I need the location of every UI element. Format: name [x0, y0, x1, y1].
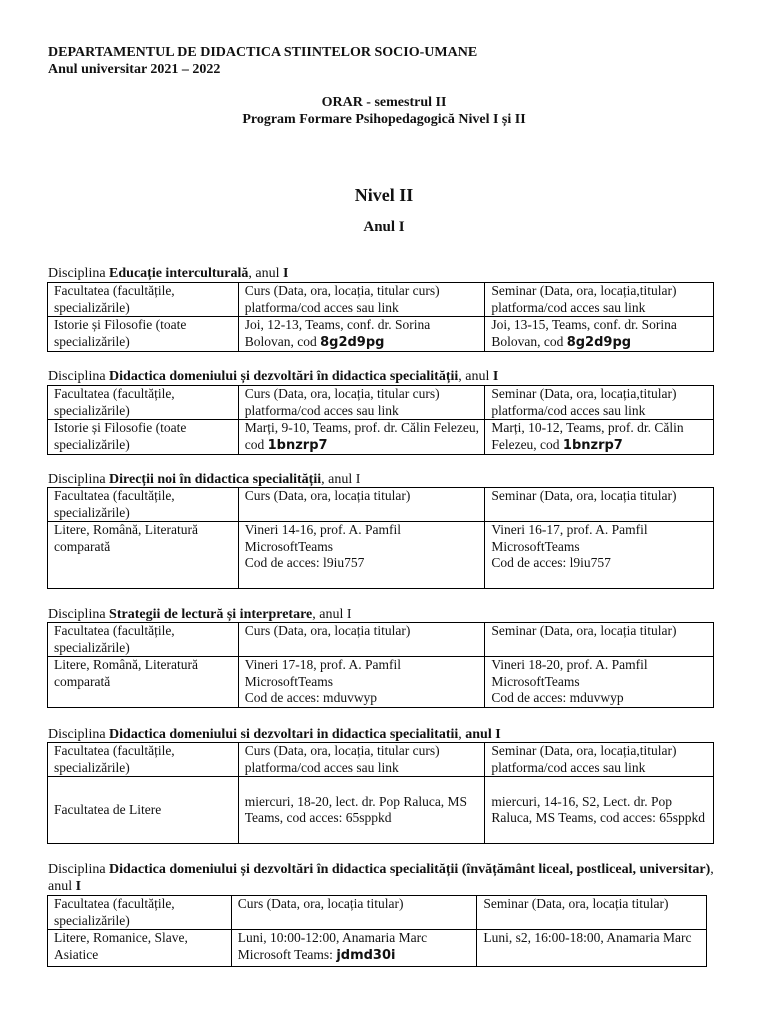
header-seminar: Seminar (Data, ora, locația titular): [485, 623, 714, 657]
course-access-code: Cod de acces: l9iu757: [244, 555, 365, 570]
discipline-heading: [48, 606, 352, 623]
header-seminar: Seminar (Data, ora, locația,titular) platforma/cod acces sau link: [485, 743, 714, 777]
header-course: Curs (Data, ora, locația titular): [231, 896, 477, 930]
level-title: Nivel II: [354, 185, 414, 205]
course-platform: MicrosoftTeams: [244, 673, 334, 689]
course-time: Vineri 14-16, prof. A. Pamfil: [244, 522, 402, 537]
access-code: 8g2d9pg: [320, 334, 385, 350]
cell-course: [238, 522, 485, 589]
seminar-platform: MicrosoftTeams: [491, 673, 580, 689]
discipline-name: Educație interculturală: [109, 266, 249, 281]
header-seminar: Seminar (Data, ora, locația titular): [485, 488, 714, 522]
schedule-table: [47, 742, 714, 844]
header-course: Curs (Data, ora, locația, titular curs) platforma/cod acces sau link: [238, 386, 485, 420]
header-course: Curs (Data, ora, locația, titular curs) platforma/cod acces sau link: [238, 743, 485, 777]
discipline-name: Didactica domeniului si dezvoltari in didactica specialitatii: [109, 727, 459, 742]
discipline-year: I: [75, 879, 82, 894]
discipline-year-label: , anul I: [312, 607, 352, 622]
department-title: DEPARTAMENTUL DE DIDACTICA STIINTELOR SOCIO-UMANE: [48, 45, 478, 60]
cell-faculty: Facultatea de Litere: [48, 777, 239, 844]
cell-faculty: Istorie și Filosofie (toate specializările): [48, 317, 239, 352]
schedule-table: [47, 385, 714, 455]
discipline-prefix: Disciplina: [48, 607, 110, 622]
table-header-row: [48, 623, 714, 657]
table-row: [48, 420, 714, 455]
header-seminar: Seminar (Data, ora, locația,titular) platforma/cod acces sau link: [485, 386, 714, 420]
cell-faculty: Litere, Romanice, Slave, Asiatice: [48, 930, 232, 967]
discipline-year: anul I: [465, 727, 501, 742]
discipline-name: Strategii de lectură și interpretare: [109, 607, 313, 622]
discipline-heading: [48, 265, 288, 282]
table-header-row: [48, 488, 714, 522]
table-row: [48, 522, 714, 589]
seminar-platform: MicrosoftTeams: [491, 538, 580, 554]
course-time: Luni, 10:00-12:00, Anamaria Marc: [237, 930, 428, 945]
discipline-year-label: , anul: [248, 266, 283, 281]
seminar-access-code: Cod de acces: mduvwyp: [491, 690, 624, 705]
table-row: [48, 657, 714, 708]
cell-faculty: Litere, Română, Literatură comparată: [48, 657, 239, 708]
header-seminar: Seminar (Data, ora, locația,titular) platforma/cod acces sau link: [485, 283, 714, 317]
course-platform-label: Microsoft Teams:: [237, 946, 337, 962]
schedule-table: [47, 487, 714, 589]
cell-seminar: Luni, s2, 16:00-18:00, Anamaria Marc: [477, 930, 707, 967]
cell-seminar: [485, 420, 714, 455]
discipline-prefix: Disciplina: [48, 472, 110, 487]
course-text: Marți, 9-10, Teams, prof. dr. Călin Felezeu, cod: [244, 420, 479, 452]
cell-seminar: miercuri, 14-16, S2, Lect. dr. Pop Raluca, MS Teams, cod acces: 65sppkd: [485, 777, 714, 844]
course-platform: MicrosoftTeams: [244, 538, 334, 554]
table-header-row: [48, 386, 714, 420]
discipline-prefix: Disciplina: [48, 369, 110, 384]
course-platform: [238, 947, 474, 965]
header-faculty: Facultatea (facultățile, specializările): [48, 488, 239, 522]
seminar-access-code: Cod de acces: l9iu757: [491, 555, 611, 570]
header-faculty: Facultatea (facultățile, specializările): [48, 283, 239, 317]
table-header-row: [48, 283, 714, 317]
discipline-name: Didactica domeniului și dezvoltări în didactica specialității (învățământ liceal, postliceal, universitar): [109, 862, 711, 877]
course-access-code: Cod de acces: mduvwyp: [244, 690, 378, 705]
discipline-heading: [48, 471, 360, 488]
header-faculty: Facultatea (facultățile, specializările): [48, 896, 232, 930]
cell-course: [238, 420, 485, 455]
table-row: [48, 317, 714, 352]
header-course: Curs (Data, ora, locația, titular curs) platforma/cod acces sau link: [238, 283, 485, 317]
schedule-table: [47, 282, 714, 352]
header-seminar: Seminar (Data, ora, locația titular): [477, 896, 707, 930]
discipline-year-label: , anul: [458, 369, 493, 384]
cell-faculty: Istorie și Filosofie (toate specializările): [48, 420, 239, 455]
cell-course: [238, 657, 485, 708]
seminar-text: Joi, 13-15, Teams, conf. dr. Sorina Bolovan, cod: [491, 317, 677, 349]
seminar-text: Marți, 10-12, Teams, prof. dr. Călin Felezeu, cod: [491, 420, 684, 452]
discipline-year-label: , anul I: [321, 472, 361, 487]
table-header-row: [48, 896, 707, 930]
schedule-table: [47, 622, 714, 708]
seminar-time: Vineri 18-20, prof. A. Pamfil: [491, 657, 648, 672]
header-faculty: Facultatea (facultățile, specializările): [48, 386, 239, 420]
access-code: 1bnzrp7: [267, 437, 328, 453]
discipline-year: I: [283, 266, 289, 281]
header-faculty: Facultatea (facultățile, specializările): [48, 623, 239, 657]
course-time: Vineri 17-18, prof. A. Pamfil: [244, 657, 402, 672]
cell-seminar: [485, 657, 714, 708]
header-course: Curs (Data, ora, locația titular): [238, 623, 485, 657]
table-header-row: [48, 743, 714, 777]
cell-faculty: Litere, Română, Literatură comparată: [48, 522, 239, 589]
discipline-heading: [48, 726, 501, 743]
header-course: Curs (Data, ora, locația titular): [238, 488, 485, 522]
schedule-title: ORAR - semestrul II: [321, 95, 447, 110]
discipline-heading: [48, 368, 498, 385]
table-row: [48, 930, 707, 967]
schedule-table: [47, 895, 707, 967]
header-faculty: Facultatea (facultățile, specializările): [48, 743, 239, 777]
access-code: 1bnzrp7: [562, 437, 623, 453]
cell-seminar: [485, 522, 714, 589]
discipline-prefix: Disciplina: [48, 266, 110, 281]
discipline-name: Didactica domeniului și dezvoltări în didactica specialității: [109, 369, 459, 384]
course-text: Joi, 12-13, Teams, conf. dr. Sorina Bolovan, cod: [244, 317, 431, 349]
cell-seminar: [485, 317, 714, 352]
discipline-prefix: Disciplina: [48, 862, 110, 877]
discipline-year: I: [492, 369, 499, 384]
discipline-year-label: ,: [458, 727, 466, 742]
discipline-prefix: Disciplina: [48, 727, 110, 742]
level-year: Anul I: [363, 219, 405, 235]
cell-course: [238, 317, 485, 352]
discipline-year-label: , anul: [48, 862, 714, 894]
seminar-time: Vineri 16-17, prof. A. Pamfil: [491, 522, 648, 537]
cell-course: miercuri, 18-20, lect. dr. Pop Raluca, MS Teams, cod acces: 65sppkd: [238, 777, 485, 844]
discipline-name: Direcții noi în didactica specialității: [109, 472, 322, 487]
academic-year: Anul universitar 2021 – 2022: [48, 62, 221, 77]
table-row: [48, 777, 714, 844]
cell-course: [231, 930, 477, 967]
program-title: Program Formare Psihopedagogică Nivel I și II: [242, 112, 526, 127]
discipline-heading: [48, 861, 728, 895]
access-code: 8g2d9pg: [566, 334, 632, 350]
access-code: jdmd30i: [336, 947, 396, 963]
